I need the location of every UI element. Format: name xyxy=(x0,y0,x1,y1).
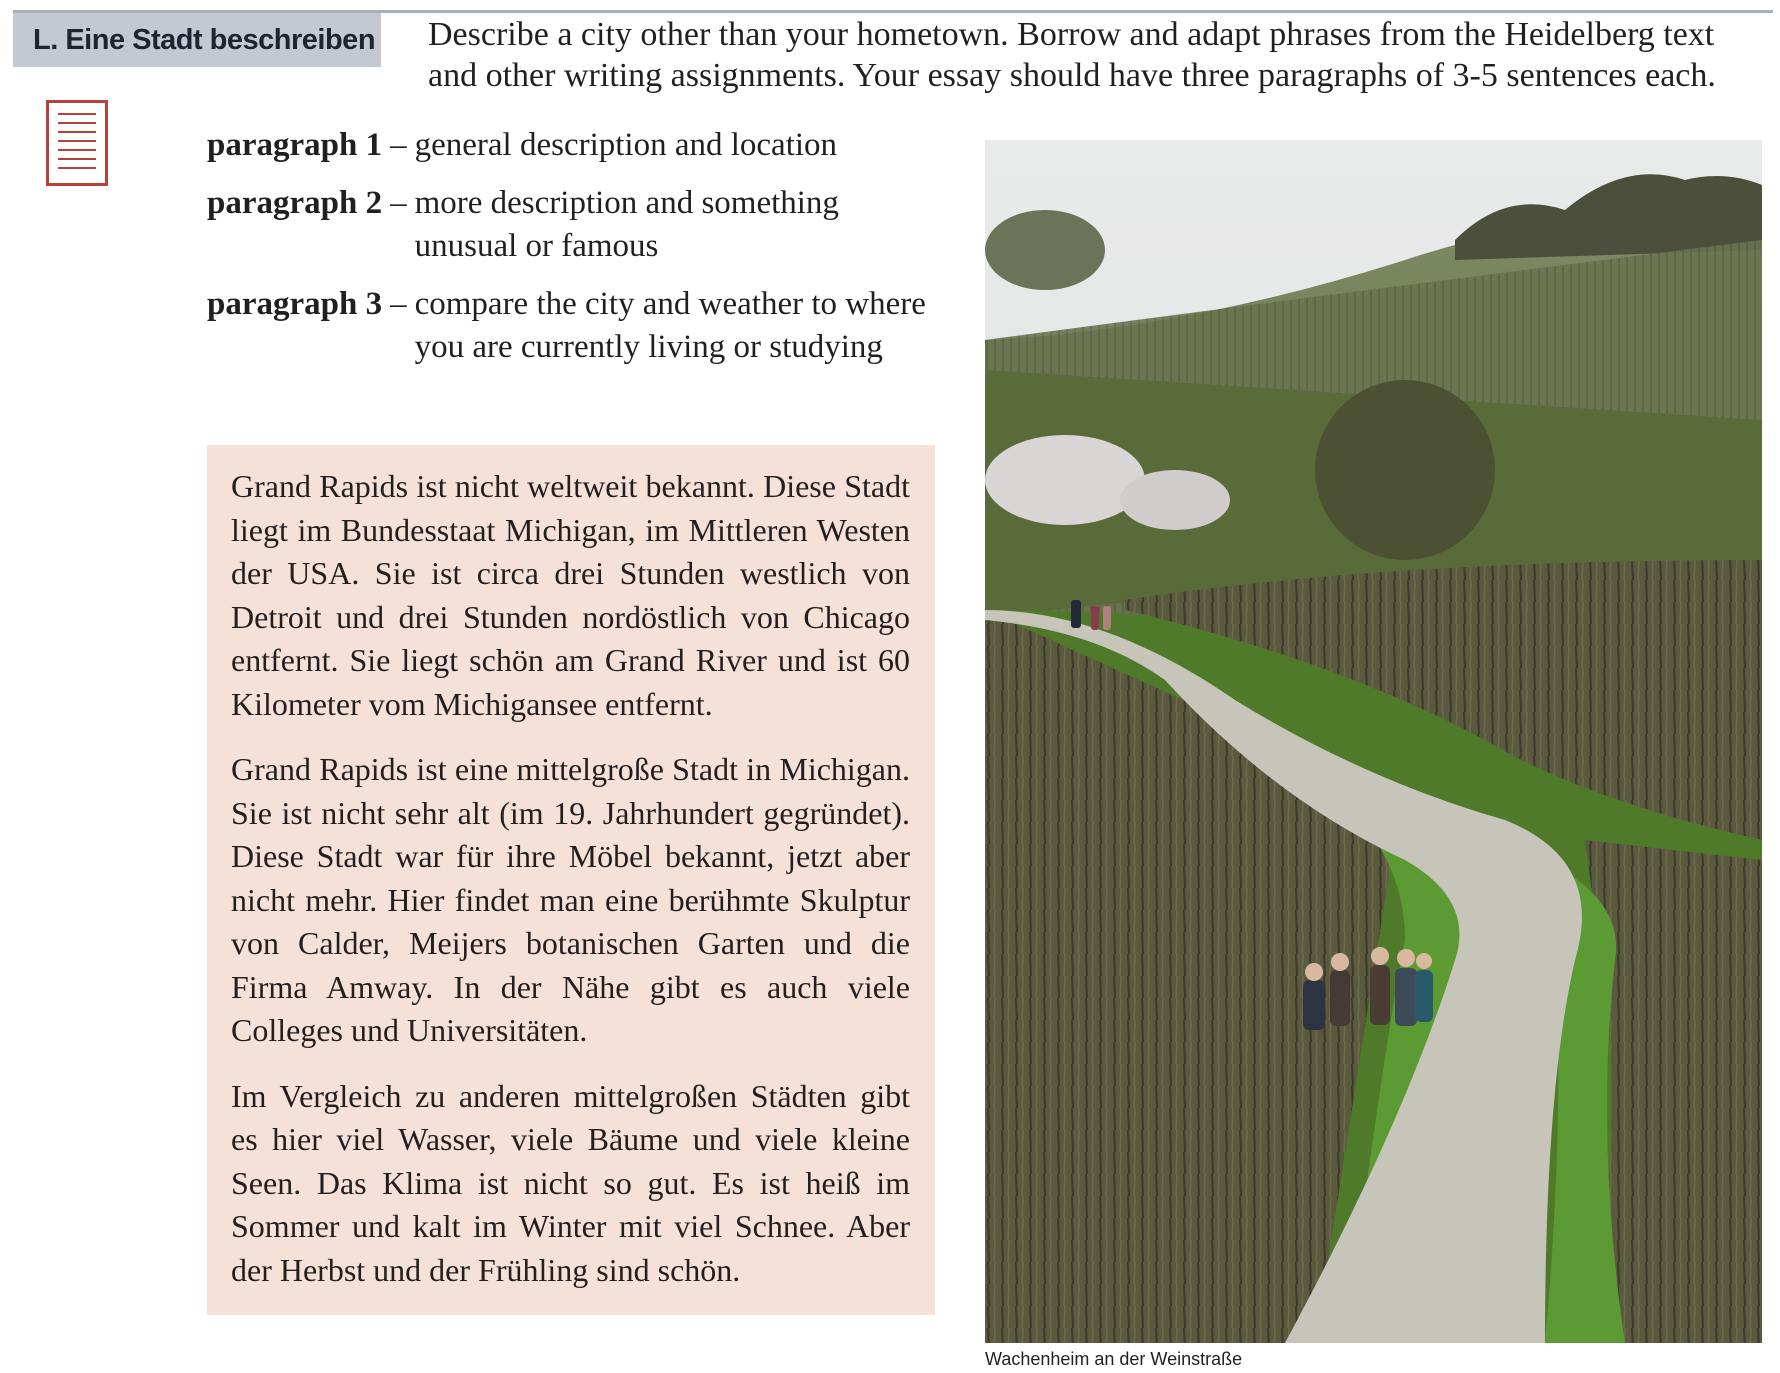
sample-paragraph-2: Grand Rapids ist eine mittelgroße Stadt in Michigan. Sie ist nicht sehr alt (im 19. Jahrhundert gegründet). Diese Stadt war für ihre Möbel bekannt, jetzt aber nicht mehr. Hier findet man eine berühmte Skulptur von Calder, Meijers botanischen Garten und die Firma Amway. In der Nähe gibt es auch viele Colleges und Universitäten. xyxy=(231,751,910,1048)
writing-notepad-icon xyxy=(46,100,108,186)
sample-paragraph-1: Grand Rapids ist nicht weltweit bekannt. Diese Stadt liegt im Bundesstaat Michigan, im Mittleren Westen der USA. Sie ist circa drei Stunden westlich von Detroit und drei Stunden nordöstlich von Chicago entfernt. Sie liegt schön am Grand River und ist 60 Kilometer vom Michigansee entfernt. xyxy=(231,468,910,722)
section-label: L. Eine Stadt beschreiben xyxy=(13,13,381,67)
sample-essay-box xyxy=(207,445,935,1315)
outline-text: more description and something unusual or famous xyxy=(414,185,839,264)
outline-label: paragraph 2 xyxy=(207,185,383,221)
instructions-text: Describe a city other than your hometown. Borrow and adapt phrases from the Heidelberg text and other writing assignments. Your essay should have three paragraphs of 3-5 sentences each. xyxy=(428,16,1716,94)
photo-caption: Wachenheim an der Weinstraße xyxy=(985,1349,1243,1369)
outline-item-paragraph-1 xyxy=(207,124,927,167)
outline-item-paragraph-2 xyxy=(207,182,927,268)
outline-dash: – xyxy=(390,185,407,221)
outline-item-paragraph-3 xyxy=(207,283,927,369)
outline-label: paragraph 3 xyxy=(207,286,383,322)
sample-paragraph-3: Im Vergleich zu anderen mittelgroßen Städten gibt es hier viel Wasser, viele Bäume und viele kleine Seen. Das Klima ist nicht so gut. Es ist heiß im Sommer und kalt im Winter mit viel Schnee. Aber der Herbst und der Frühling sind schön. xyxy=(231,1077,910,1288)
outline-dash: – xyxy=(390,127,407,163)
outline-label: paragraph 1 xyxy=(207,127,383,163)
outline-dash: – xyxy=(390,286,407,322)
outline-text: compare the city and weather to where you are currently living or studying xyxy=(414,286,926,365)
outline-text: general description and location xyxy=(414,127,838,163)
paragraph-outline xyxy=(207,124,927,384)
vineyard-photo xyxy=(985,140,1762,1343)
